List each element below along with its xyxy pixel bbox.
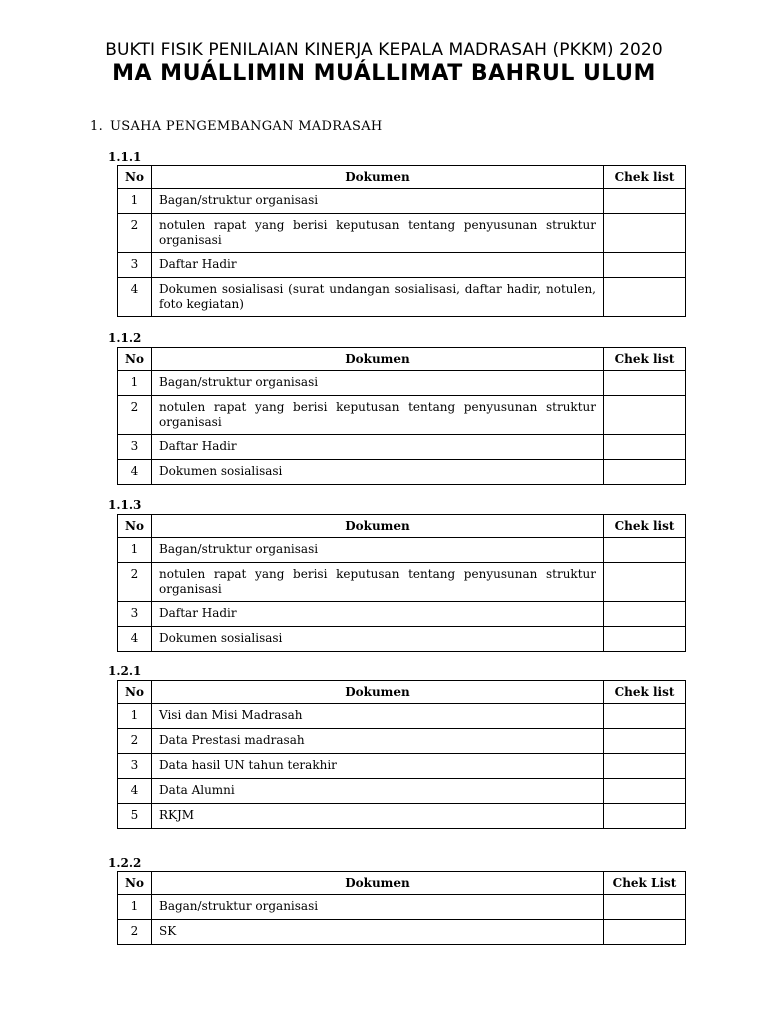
row-number: 3 [118, 253, 152, 278]
row-number: 2 [118, 729, 152, 754]
row-document: SK [152, 920, 604, 945]
table-row [118, 214, 686, 253]
header-dokumen: Dokumen [152, 515, 604, 538]
checklist-cell[interactable] [604, 754, 686, 779]
row-number: 2 [118, 396, 152, 435]
table-row [118, 538, 686, 563]
row-document: Daftar Hadir [152, 435, 604, 460]
table-header-row [118, 681, 686, 704]
table-row [118, 396, 686, 435]
checklist-cell[interactable] [604, 371, 686, 396]
row-document: notulen rapat yang berisi keputusan tentang penyusunan struktur organisasi [152, 396, 604, 435]
row-document: notulen rapat yang berisi keputusan tentang penyusunan struktur organisasi [152, 214, 604, 253]
row-number: 2 [118, 214, 152, 253]
header-no: No [118, 872, 152, 895]
row-document: Visi dan Misi Madrasah [152, 704, 604, 729]
table-row [118, 602, 686, 627]
row-document: Data Alumni [152, 779, 604, 804]
table-label-1-1-2: 1.1.2 [108, 331, 142, 345]
header-no: No [118, 348, 152, 371]
row-number: 2 [118, 563, 152, 602]
header-dokumen: Dokumen [152, 348, 604, 371]
table-header-row [118, 166, 686, 189]
row-number: 1 [118, 371, 152, 396]
table-header-row [118, 348, 686, 371]
checklist-cell[interactable] [604, 460, 686, 485]
header-check: Chek List [604, 872, 686, 895]
table-row [118, 189, 686, 214]
table-row [118, 729, 686, 754]
section-title: USAHA PENGEMBANGAN MADRASAH [110, 119, 383, 134]
checklist-cell[interactable] [604, 435, 686, 460]
row-number: 4 [118, 460, 152, 485]
row-number: 3 [118, 435, 152, 460]
row-document: Bagan/struktur organisasi [152, 538, 604, 563]
document-table-1-1-2 [117, 347, 686, 485]
table-header-row [118, 872, 686, 895]
header-check: Chek list [604, 515, 686, 538]
row-document: Daftar Hadir [152, 253, 604, 278]
document-title: BUKTI FISIK PENILAIAN KINERJA KEPALA MADRASAH (PKKM) 2020 [105, 40, 663, 60]
table-row [118, 804, 686, 829]
checklist-cell[interactable] [604, 214, 686, 253]
row-number: 4 [118, 627, 152, 652]
row-number: 1 [118, 538, 152, 563]
table-label-1-2-2: 1.2.2 [108, 856, 142, 870]
checklist-cell[interactable] [604, 563, 686, 602]
header-no: No [118, 166, 152, 189]
checklist-cell[interactable] [604, 729, 686, 754]
table-row [118, 253, 686, 278]
table-row [118, 278, 686, 317]
section-number: 1. [90, 119, 104, 134]
row-number: 1 [118, 895, 152, 920]
checklist-cell[interactable] [604, 895, 686, 920]
checklist-cell[interactable] [604, 804, 686, 829]
header-dokumen: Dokumen [152, 681, 604, 704]
table-label-1-1-1: 1.1.1 [108, 150, 142, 164]
row-document: Bagan/struktur organisasi [152, 895, 604, 920]
header-no: No [118, 681, 152, 704]
row-document: Bagan/struktur organisasi [152, 189, 604, 214]
table-row [118, 371, 686, 396]
row-document: notulen rapat yang berisi keputusan tentang penyusunan struktur organisasi [152, 563, 604, 602]
checklist-cell[interactable] [604, 189, 686, 214]
checklist-cell[interactable] [604, 704, 686, 729]
row-number: 1 [118, 704, 152, 729]
row-number: 2 [118, 920, 152, 945]
header-no: No [118, 515, 152, 538]
table-row [118, 779, 686, 804]
table-label-1-2-1: 1.2.1 [108, 664, 142, 678]
document-table-1-2-2 [117, 871, 686, 945]
row-document: Bagan/struktur organisasi [152, 371, 604, 396]
row-number: 4 [118, 779, 152, 804]
row-number: 4 [118, 278, 152, 317]
header-dokumen: Dokumen [152, 166, 604, 189]
document-table-1-2-1 [117, 680, 686, 829]
checklist-cell[interactable] [604, 602, 686, 627]
section-heading [90, 119, 383, 134]
checklist-cell[interactable] [604, 920, 686, 945]
checklist-cell[interactable] [604, 538, 686, 563]
checklist-cell[interactable] [604, 278, 686, 317]
header-dokumen: Dokumen [152, 872, 604, 895]
table-header-row [118, 515, 686, 538]
table-row [118, 435, 686, 460]
row-number: 1 [118, 189, 152, 214]
checklist-cell[interactable] [604, 627, 686, 652]
row-document: Dokumen sosialisasi [152, 460, 604, 485]
row-document: Daftar Hadir [152, 602, 604, 627]
row-number: 3 [118, 602, 152, 627]
checklist-cell[interactable] [604, 396, 686, 435]
table-row [118, 895, 686, 920]
table-row [118, 627, 686, 652]
row-document: Dokumen sosialisasi (surat undangan sosialisasi, daftar hadir, notulen, foto kegiatan) [152, 278, 604, 317]
header-check: Chek list [604, 348, 686, 371]
document-table-1-1-1 [117, 165, 686, 317]
table-row [118, 563, 686, 602]
row-number: 3 [118, 754, 152, 779]
table-row [118, 704, 686, 729]
table-row [118, 920, 686, 945]
row-number: 5 [118, 804, 152, 829]
document-table-1-1-3 [117, 514, 686, 652]
checklist-cell[interactable] [604, 779, 686, 804]
row-document: Data Prestasi madrasah [152, 729, 604, 754]
school-name: MA MUÁLLIMIN MUÁLLIMAT BAHRUL ULUM [112, 61, 656, 86]
row-document: Data hasil UN tahun terakhir [152, 754, 604, 779]
header-check: Chek list [604, 681, 686, 704]
checklist-cell[interactable] [604, 253, 686, 278]
table-row [118, 460, 686, 485]
table-label-1-1-3: 1.1.3 [108, 498, 142, 512]
table-row [118, 754, 686, 779]
row-document: RKJM [152, 804, 604, 829]
header-check: Chek list [604, 166, 686, 189]
row-document: Dokumen sosialisasi [152, 627, 604, 652]
